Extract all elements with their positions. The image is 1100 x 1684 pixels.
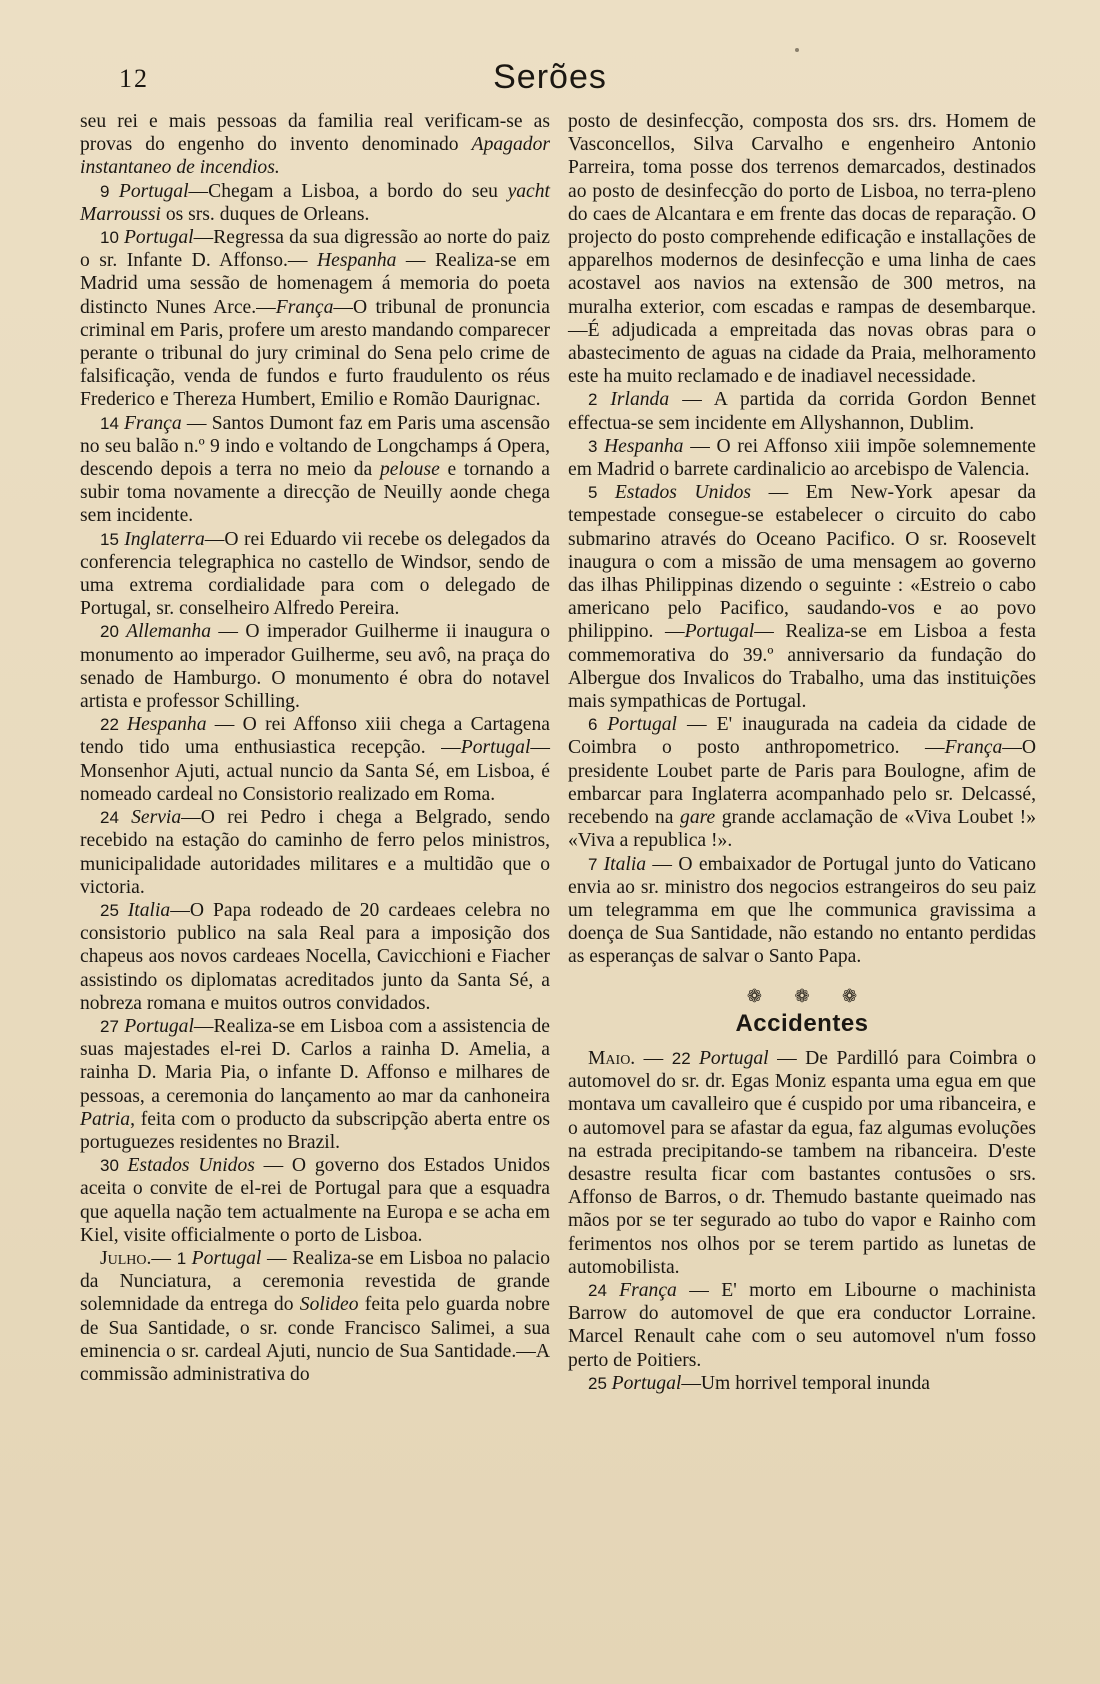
date-number: 9	[100, 181, 119, 201]
italic-term: Portugal	[684, 621, 755, 643]
text-run: grande acclamação de «Viva Loubet !» «Viva a republica !».	[568, 807, 1036, 852]
text-run: —O rei Pedro i chega a Belgrado, sendo recebido na estação do caminho de ferro pelos ministros, municipalidade autoridades militares e a multidão que o victoria.	[80, 807, 550, 898]
italic-term: Portugal	[698, 1047, 769, 1069]
italic-term: França	[275, 296, 334, 318]
italic-term: Portugal	[607, 714, 677, 736]
news-paragraph	[568, 853, 1036, 969]
text-run: — E' morto em Libourne o machinista Barrow do automovel de que era conductor Lorraine. Marcel Renault cahe com o seu automovel n'um fosso perto de Poitiers.	[568, 1279, 1036, 1371]
text-run: e tornando a subir toma novamente a direcção de Neuilly aonde chega sem incidente.	[80, 459, 550, 527]
news-paragraph	[568, 110, 1036, 388]
running-title: Serões	[493, 58, 607, 96]
italic-term: Italia	[603, 853, 647, 875]
month-label: Julho.	[100, 1247, 152, 1269]
text-run: —O tribunal de pronuncia criminal em Paris, profere um aresto mandando comparecer perante o tribunal do jury criminal do Sena pelo crime de falsificação, venda de fundos e furto fraudulento os réus Frederico e Thereza Humbert, Emilio e Romão Daurignac.	[80, 296, 550, 411]
month-label: Maio.	[588, 1047, 636, 1069]
news-paragraph	[80, 180, 550, 226]
date-number: 5	[588, 483, 615, 503]
text-run: — O embaixador de Portugal junto do Vaticano envia ao sr. ministro dos negocios estrangeiros do seu paiz um telegramma em que lhe communica gravissima a doença de Sua Santidade, não estando no entanto perdidas as esperanças de salvar o Santo Papa.	[568, 853, 1036, 968]
date-number: 24	[588, 1280, 620, 1300]
paper-speck	[795, 48, 799, 52]
italic-term: Irlanda	[610, 389, 670, 411]
news-paragraph	[80, 1015, 550, 1154]
date-number: 7	[588, 854, 604, 874]
text-run: —	[635, 1047, 672, 1069]
news-paragraph	[568, 388, 1036, 434]
italic-term: Servia	[131, 807, 182, 829]
right-column	[568, 110, 1036, 1395]
text-run: —Um horrivel temporal inunda	[681, 1372, 930, 1394]
text-run: — Monsenhor Ajuti, actual nuncio da Santa Sé, em Lisboa, é nomeado cardeal no Consistorio realizado em Roma.	[80, 737, 550, 805]
text-run: —Realiza-se em Lisboa com a assistencia de suas majestades el-rei D. Carlos a rainha D. Amelia, a rainha D. Maria Pia, o infante D. Affonso e milhares de pessoas, a ceremonia do lançamento ao mar da canhoneira	[80, 1015, 550, 1107]
text-run: — O governo dos Estados Unidos aceita o convite de el-rei de Portugal para que a esquadra que aquella nação tem actualmente na Europa e se acha em Kiel, visite officialmente o porto de Lisboa.	[80, 1155, 551, 1246]
italic-term: Italia	[127, 899, 171, 921]
italic-term: gare	[680, 807, 716, 829]
page-number: 12	[119, 64, 149, 93]
date-number: 22	[100, 715, 128, 735]
italic-term: Inglaterra	[124, 528, 205, 550]
text-run: — De Pardilló para Coimbra o automovel do sr. dr. Egas Moniz espanta uma egua em que montava um cavalleiro que é cuspido por uma ribanceira, e o automovel para se afastar da egua, faz algumas evoluções na estrada precipitando-se tambem na ribanceira. D'este desastre resulta ficar com bastantes contusões o srs. Affonso de Barros, o dr. Themudo bastante queimado nas mãos por se ter segurado ao tubo do vapor e Rainho com ferimentos nos olhos por se terem partido as lunetas de automobilista.	[568, 1047, 1036, 1278]
date-number: 20	[100, 622, 127, 642]
section-heading-accidentes: Accidentes	[735, 1009, 869, 1037]
section-divider: ❁ ❁ ❁	[746, 985, 872, 1006]
italic-term: França	[944, 737, 1003, 759]
news-entries-right	[568, 110, 1036, 969]
text-run: seu rei e mais pessoas da familia real verificam-se as provas do engenho do invento denominado	[80, 111, 550, 156]
news-paragraph	[568, 481, 1036, 713]
news-paragraph	[568, 1047, 1036, 1279]
italic-term: Apagador instantaneo de incendios.	[80, 134, 550, 179]
news-paragraph	[568, 435, 1036, 481]
date-number: 22	[671, 1048, 699, 1068]
text-run: — O rei Affonso xiii chega a Cartagena tendo tido uma enthusiastica recepção. —	[80, 714, 550, 759]
date-number: 14	[100, 413, 124, 433]
italic-term: Portugal	[124, 1015, 194, 1037]
news-paragraph	[80, 620, 550, 713]
accident-entries	[568, 1047, 1036, 1395]
date-number: 1	[176, 1248, 192, 1268]
italic-term: Estados Unidos	[127, 1155, 255, 1177]
italic-term: Patria	[80, 1108, 131, 1130]
text-run: — O imperador Guilherme ii inaugura o monumento ao imperador Guilherme, seu avô, na praça do senado de Hamburgo. O monumento é obra do notavel artista e professor Schilling.	[80, 621, 550, 713]
date-number: 27	[100, 1016, 125, 1036]
text-run: posto de desinfecção, composta dos srs. drs. Homem de Vasconcellos, Silva Carvalho e engenheiro Antonio Parreira, toma posse dos terrenos demarcados, destinados ao posto de desinfecção do porto de Lisboa, no terra-pleno do caes de Alcantara e em frente das docas de reparação. O projecto do posto comprehende edificação e installações de apparelhos modernos de desinfecção e uma linha de caes acostavel aos navios na extensão de 300 metros, na muralha exterior, com escadas e rampas de desembarque.—É adjudicada a empreitada das novas obras para o abastecimento de aguas na cidade da Praia, melhoramento este ha muito reclamado e de inadiavel necessidade.	[568, 111, 1036, 388]
news-paragraph	[80, 226, 550, 412]
date-number: 10	[100, 228, 124, 248]
date-number: 3	[588, 436, 604, 456]
news-paragraph	[80, 1247, 550, 1386]
italic-term: Portugal	[118, 180, 189, 202]
text-run: — A partida da corrida Gordon Bennet effectua-se sem incidente em Allyshannon, Dublim.	[568, 389, 1036, 434]
text-run: —O Papa rodeado de 20 cardeaes celebra no consistorio publico na sala Real para a imposição dos chapeus aos novos cardeaes Nocella, Cavicchioni e Fiacher assistindo os diplomatas acreditados junto da Santa Sé, a nobreza romana e muitos outros convidados.	[80, 899, 550, 1014]
date-number: 25	[588, 1373, 612, 1393]
italic-term: Portugal	[611, 1372, 682, 1394]
italic-term: pelouse	[379, 459, 440, 481]
text-run: — Em New-York apesar da tempestade consegue-se estabelecer o circuito do cabo submarino através do Oceano Pacifico. O sr. Roosevelt inaugura o com a missão de uma mensagem ao governo das ilhas Philippinas dizendo o seguinte : «Estreio o cabo americano pelo Pacifico, saudando-vos e ao povo philippino. —	[568, 482, 1036, 643]
italic-term: França	[619, 1279, 677, 1301]
text-run: , feita com o producto da subscripção aberta entre os portuguezes residentes no Brazil.	[80, 1108, 550, 1153]
text-run: —O rei Eduardo vii recebe os delegados da conferencia telegraphica no castello de Windsor, sendo de uma extrema cordialidade para com o delegado de Portugal, sr. conselheiro Alfredo Pereira.	[80, 528, 550, 620]
text-run: —Chegam a Lisboa, a bordo do seu	[188, 180, 508, 202]
italic-term: Portugal	[460, 737, 531, 759]
text-run: — Realiza-se em Lisboa a festa commemorativa do 39.º anniversario da fundação do Albergue dos Invalicos do Trabalho, uma das instituições mais sympathicas de Portugal.	[568, 621, 1036, 713]
text-run: — E' inaugurada na cadeia da cidade de Coimbra o posto anthropometrico. —	[568, 714, 1036, 759]
text-run: — O rei Affonso xiii impõe solemnemente em Madrid o barrete cardinalicio ao arcebispo de Valencia.	[568, 435, 1036, 481]
italic-term: Hespanha	[316, 250, 397, 272]
italic-term: Hespanha	[604, 435, 684, 457]
italic-term: Solideo	[299, 1294, 359, 1316]
date-number: 6	[588, 715, 608, 735]
news-paragraph	[80, 110, 550, 180]
date-number: 15	[100, 529, 125, 549]
italic-term: Estados Unidos	[614, 482, 752, 504]
text-run: — Realiza-se em Madrid uma sessão de homenagem á memoria do poeta distincto Nunes Arce.—	[80, 250, 550, 318]
italic-term: Portugal	[191, 1247, 262, 1269]
date-number: 30	[100, 1156, 128, 1176]
italic-term: Allemanha	[126, 621, 212, 643]
news-paragraph	[568, 713, 1036, 852]
text-run: — Realiza-se em Lisboa no palacio da Nunciatura, a ceremonia revestida de grande solemnidade da entrega do	[80, 1247, 550, 1316]
news-paragraph	[568, 1279, 1036, 1372]
text-run: —O presidente Loubet parte de Paris para Boulogne, afim de embarcar para Inglaterra acompanhado pelo sr. Delcassé, recebendo na	[568, 737, 1036, 829]
news-paragraph	[568, 1372, 1036, 1395]
text-run: —	[151, 1247, 177, 1269]
news-paragraph	[80, 1154, 550, 1247]
italic-term: Portugal	[123, 227, 194, 249]
left-column	[80, 110, 550, 1386]
news-paragraph	[80, 713, 550, 806]
date-number: 2	[588, 390, 611, 410]
date-number: 25	[100, 900, 128, 920]
date-number: 24	[100, 808, 132, 828]
text-run: — Santos Dumont faz em Paris uma ascensão no seu balão n.º 9 indo e voltando de Longchamps á Opera, descendo depois a terra no meio da	[80, 412, 550, 481]
italic-term: França	[123, 412, 182, 434]
news-paragraph	[80, 528, 550, 621]
italic-term: Hespanha	[127, 714, 207, 736]
news-paragraph	[80, 412, 550, 528]
text-run: —Regressa da sua digressão ao norte do paiz o sr. Infante D. Affonso.—	[80, 227, 550, 272]
news-paragraph	[80, 899, 550, 1015]
italic-term: yacht Marroussi	[80, 180, 550, 225]
news-paragraph	[80, 806, 550, 899]
text-run: os srs. duques de Orleans.	[160, 203, 370, 225]
text-run: feita pelo guarda nobre de Sua Santidade, o sr. conde Francisco Salimei, a sua eminencia o sr. cardeal Ajuti, nuncio de Sua Santidade.—A commissão administrativa do	[80, 1294, 550, 1385]
